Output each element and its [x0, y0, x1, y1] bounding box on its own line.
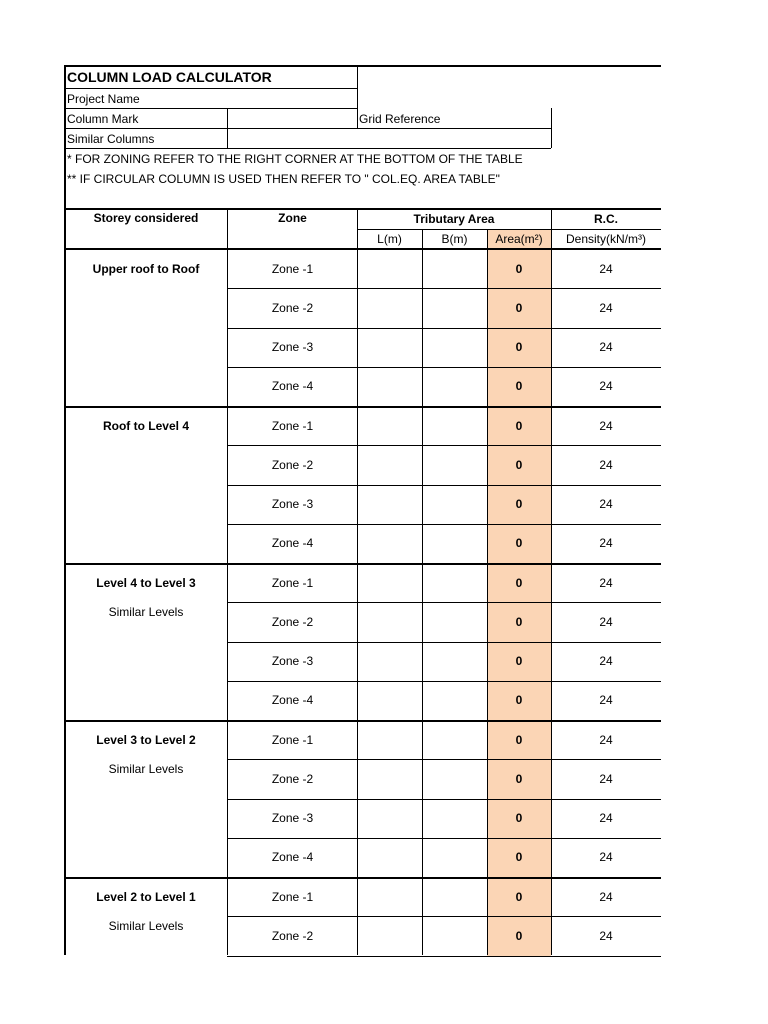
- breadth-input[interactable]: [422, 877, 487, 916]
- grid-line: [65, 65, 661, 67]
- area-cell: 0: [487, 681, 551, 720]
- zone-cell: Zone -2: [271, 771, 314, 786]
- grid-line: [227, 445, 661, 446]
- grid-line: [227, 759, 661, 760]
- breadth-input[interactable]: [422, 288, 487, 327]
- density-cell: 24: [599, 614, 613, 629]
- zone-cell: Zone -4: [271, 379, 314, 394]
- length-input[interactable]: [357, 563, 422, 602]
- density-cell: 24: [599, 928, 613, 943]
- grid-line: [357, 208, 358, 955]
- breadth-input[interactable]: [422, 799, 487, 838]
- breadth-input[interactable]: [422, 249, 487, 288]
- header-breadth: B(m): [441, 232, 468, 246]
- grid-line: [227, 485, 661, 486]
- note-circular-column: ** IF CIRCULAR COLUMN IS USED THEN REFER TO " COL.EQ. AREA TABLE": [67, 171, 500, 186]
- density-cell: 24: [599, 536, 613, 551]
- area-cell: 0: [487, 288, 551, 327]
- breadth-input[interactable]: [422, 681, 487, 720]
- grid-line: [65, 248, 661, 250]
- header-tributary-area: Tributary Area: [413, 212, 495, 226]
- grid-line: [64, 65, 66, 955]
- header-zone: Zone: [278, 211, 307, 225]
- density-cell: 24: [599, 811, 613, 826]
- density-cell: 24: [599, 457, 613, 472]
- project-name-label: Project Name: [67, 91, 140, 106]
- zone-cell: Zone -4: [271, 693, 314, 708]
- length-input[interactable]: [357, 524, 422, 563]
- area-cell: 0: [487, 799, 551, 838]
- density-cell: 24: [599, 379, 613, 394]
- density-cell: 24: [599, 300, 613, 315]
- zone-cell: Zone -2: [271, 457, 314, 472]
- zone-cell: Zone -2: [271, 614, 314, 629]
- density-cell: 24: [599, 261, 613, 276]
- area-cell: 0: [487, 249, 551, 288]
- area-cell: 0: [487, 759, 551, 798]
- breadth-input[interactable]: [422, 445, 487, 484]
- grid-line: [551, 108, 552, 148]
- similar-levels-label: Similar Levels: [108, 605, 184, 620]
- header-density: Density(kN/m³): [566, 232, 646, 246]
- zone-cell: Zone -1: [271, 261, 314, 276]
- grid-line: [357, 229, 661, 230]
- grid-line: [227, 288, 661, 289]
- storey-label: Upper roof to Roof: [92, 261, 200, 276]
- area-cell: 0: [487, 916, 551, 955]
- zone-cell: Zone -2: [271, 300, 314, 315]
- grid-line: [65, 148, 551, 149]
- grid-reference-label: Grid Reference: [359, 111, 441, 126]
- length-input[interactable]: [357, 445, 422, 484]
- length-input[interactable]: [357, 838, 422, 877]
- sheet-title: COLUMN LOAD CALCULATOR: [67, 69, 272, 85]
- breadth-input[interactable]: [422, 642, 487, 681]
- length-input[interactable]: [357, 877, 422, 916]
- zone-cell: Zone -4: [271, 536, 314, 551]
- grid-line: [227, 799, 661, 800]
- breadth-input[interactable]: [422, 602, 487, 641]
- zone-cell: Zone -2: [271, 928, 314, 943]
- length-input[interactable]: [357, 485, 422, 524]
- zone-cell: Zone -3: [271, 340, 314, 355]
- area-cell: 0: [487, 524, 551, 563]
- grid-line: [227, 108, 228, 148]
- breadth-input[interactable]: [422, 328, 487, 367]
- header-rc: R.C.: [594, 212, 618, 226]
- zone-cell: Zone -1: [271, 889, 314, 904]
- grid-line: [227, 367, 661, 368]
- zone-cell: Zone -4: [271, 850, 314, 865]
- grid-line: [487, 229, 488, 955]
- column-mark-label: Column Mark: [67, 111, 139, 126]
- column-mark-input[interactable]: [228, 109, 357, 128]
- zone-cell: Zone -1: [271, 732, 314, 747]
- grid-line: [227, 524, 661, 525]
- length-input[interactable]: [357, 249, 422, 288]
- length-input[interactable]: [357, 602, 422, 641]
- similar-levels-label: Similar Levels: [108, 919, 184, 934]
- breadth-input[interactable]: [422, 485, 487, 524]
- length-input[interactable]: [357, 367, 422, 406]
- length-input[interactable]: [357, 759, 422, 798]
- density-cell: 24: [599, 418, 613, 433]
- zone-cell: Zone -1: [271, 418, 314, 433]
- density-cell: 24: [599, 654, 613, 669]
- length-input[interactable]: [357, 642, 422, 681]
- header-length: L(m): [377, 232, 402, 246]
- area-cell: 0: [487, 445, 551, 484]
- header-area: Area(m²): [487, 229, 551, 249]
- breadth-input[interactable]: [422, 720, 487, 759]
- density-cell: 24: [599, 497, 613, 512]
- zone-cell: Zone -1: [271, 575, 314, 590]
- grid-line: [551, 208, 552, 955]
- length-input[interactable]: [357, 288, 422, 327]
- area-cell: 0: [487, 485, 551, 524]
- length-input[interactable]: [357, 406, 422, 445]
- density-cell: 24: [599, 732, 613, 747]
- grid-line: [227, 642, 661, 643]
- grid-line: [65, 406, 661, 408]
- density-cell: 24: [599, 340, 613, 355]
- grid-line: [65, 563, 661, 565]
- grid-line: [227, 681, 661, 682]
- zone-cell: Zone -3: [271, 811, 314, 826]
- grid-line: [357, 65, 358, 128]
- grid-line: [227, 602, 661, 603]
- area-cell: 0: [487, 328, 551, 367]
- density-cell: 24: [599, 850, 613, 865]
- area-cell: 0: [487, 642, 551, 681]
- zone-cell: Zone -3: [271, 497, 314, 512]
- storey-label: Level 4 to Level 3: [96, 575, 196, 590]
- density-cell: 24: [599, 575, 613, 590]
- grid-line: [227, 916, 661, 917]
- grid-line: [65, 108, 357, 109]
- length-input[interactable]: [357, 328, 422, 367]
- storey-label: Level 2 to Level 1: [96, 889, 196, 904]
- length-input[interactable]: [357, 916, 422, 955]
- area-cell: 0: [487, 877, 551, 916]
- area-cell: 0: [487, 563, 551, 602]
- length-input[interactable]: [357, 799, 422, 838]
- header-storey: Storey considered: [93, 211, 199, 225]
- note-zoning: * FOR ZONING REFER TO THE RIGHT CORNER AT THE BOTTOM OF THE TABLE: [67, 151, 523, 166]
- storey-label: Level 3 to Level 2: [96, 732, 196, 747]
- area-cell: 0: [487, 720, 551, 759]
- area-cell: 0: [487, 367, 551, 406]
- area-cell: 0: [487, 406, 551, 445]
- similar-levels-label: Similar Levels: [108, 762, 184, 777]
- grid-line: [227, 956, 661, 957]
- breadth-input[interactable]: [422, 563, 487, 602]
- similar-columns-input[interactable]: [228, 129, 551, 148]
- length-input[interactable]: [357, 720, 422, 759]
- breadth-input[interactable]: [422, 916, 487, 955]
- breadth-input[interactable]: [422, 759, 487, 798]
- breadth-input[interactable]: [422, 838, 487, 877]
- grid-line: [227, 838, 661, 839]
- grid-line: [227, 208, 228, 955]
- breadth-input[interactable]: [422, 524, 487, 563]
- grid-line: [65, 720, 661, 722]
- density-cell: 24: [599, 771, 613, 786]
- grid-line: [227, 328, 661, 329]
- density-cell: 24: [599, 693, 613, 708]
- grid-line: [65, 208, 661, 210]
- density-cell: 24: [599, 889, 613, 904]
- similar-columns-label: Similar Columns: [67, 131, 155, 146]
- breadth-input[interactable]: [422, 367, 487, 406]
- area-cell: 0: [487, 602, 551, 641]
- zone-cell: Zone -3: [271, 654, 314, 669]
- length-input[interactable]: [357, 681, 422, 720]
- grid-line: [422, 229, 423, 955]
- storey-label: Roof to Level 4: [102, 418, 189, 433]
- breadth-input[interactable]: [422, 406, 487, 445]
- grid-line: [65, 88, 357, 89]
- area-cell: 0: [487, 838, 551, 877]
- grid-line: [65, 128, 551, 129]
- grid-line: [65, 877, 661, 879]
